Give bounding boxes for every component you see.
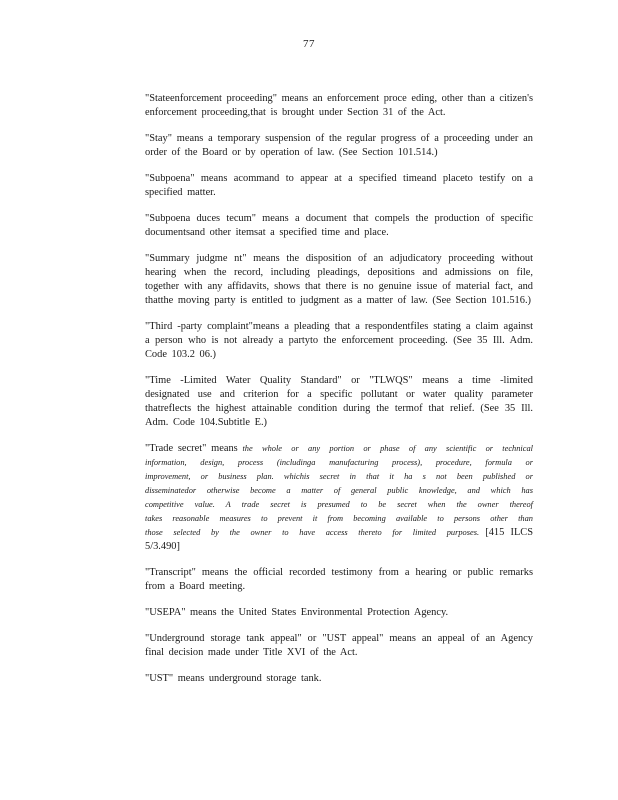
trade-secret-lead: "Trade secret" means <box>145 443 238 454</box>
definition-ust-appeal: "Underground storage tank appeal" or "UST appeal" means an appeal of an Agency final decision made under Title XVI of the Act. <box>145 633 533 658</box>
definitions-list <box>145 92 533 698</box>
page-number: 77 <box>303 38 315 50</box>
definition-usepa: "USEPA" means the United States Environmental Protection Agency. <box>145 607 449 618</box>
definition-third-party-complaint: "Third -party complaint"means a pleading that a respondentfiles stating a claim against a person who is not already a partyto the enforcement proceeding. (See 35 Ill. Adm. Code 103.2 06.) <box>145 321 533 360</box>
trade-secret-citation: [415 ILCS 5/3.490] <box>145 527 534 552</box>
definition-trade-secret <box>145 442 533 554</box>
trade-secret-statutory-text: the whole or any portion or phase of any scientific or technical information, design, process (includinga manufacturing process), procedure, formula or improvement, or business plan. whichis secret in that it ha s not been published or disseminatedor otherwise become a matter of general public knowledge, and which has competitive value. A trade secret is presumed to be secret when the owner thereof takes reasonable measures to prevent it from becoming available to persons other than those selected by the owner to have access thereto for limited purposes. <box>145 444 533 537</box>
definition-ust: "UST" means underground storage tank. <box>145 673 322 684</box>
definition-subpoena: "Subpoena" means acommand to appear at a specified timeand placeto testify on a specified matter. <box>145 173 533 198</box>
definition-transcript: "Transcript" means the official recorded testimony from a hearing or public remarks from a Board meeting. <box>145 567 533 592</box>
definition-state-enforcement-proceeding: "Stateenforcement proceeding" means an enforcement proce eding, other than a citizen's enforcement proceeding,that is brought under Section 31 of the Act. <box>145 93 533 118</box>
definition-stay: "Stay" means a temporary suspension of the regular progress of a proceeding under an order of the Board or by operation of law. (See Section 101.514.) <box>145 133 533 158</box>
definition-summary-judgment: "Summary judgme nt" means the disposition of an adjudicatory proceeding without hearing when the record, including pleadings, depositions and admissions on file, together with any affidavits, shows that there is no genuine issue of material fact, and thatthe moving party is entitled to judgment as a matter of law. (See Section 101.516.) <box>145 253 533 306</box>
definition-tlwqs: "Time -Limited Water Quality Standard" or "TLWQS" means a time -limited designated use and criterion for a specific pollutant or water quality parameter thatreflects the highest attainable condition during the termof that relief. (See 35 Ill. Adm. Code 104.Subtitle E.) <box>145 375 533 428</box>
definition-subpoena-duces-tecum: "Subpoena duces tecum" means a document that compels the production of specific documentsand other itemsat a specified time and place. <box>145 213 533 238</box>
